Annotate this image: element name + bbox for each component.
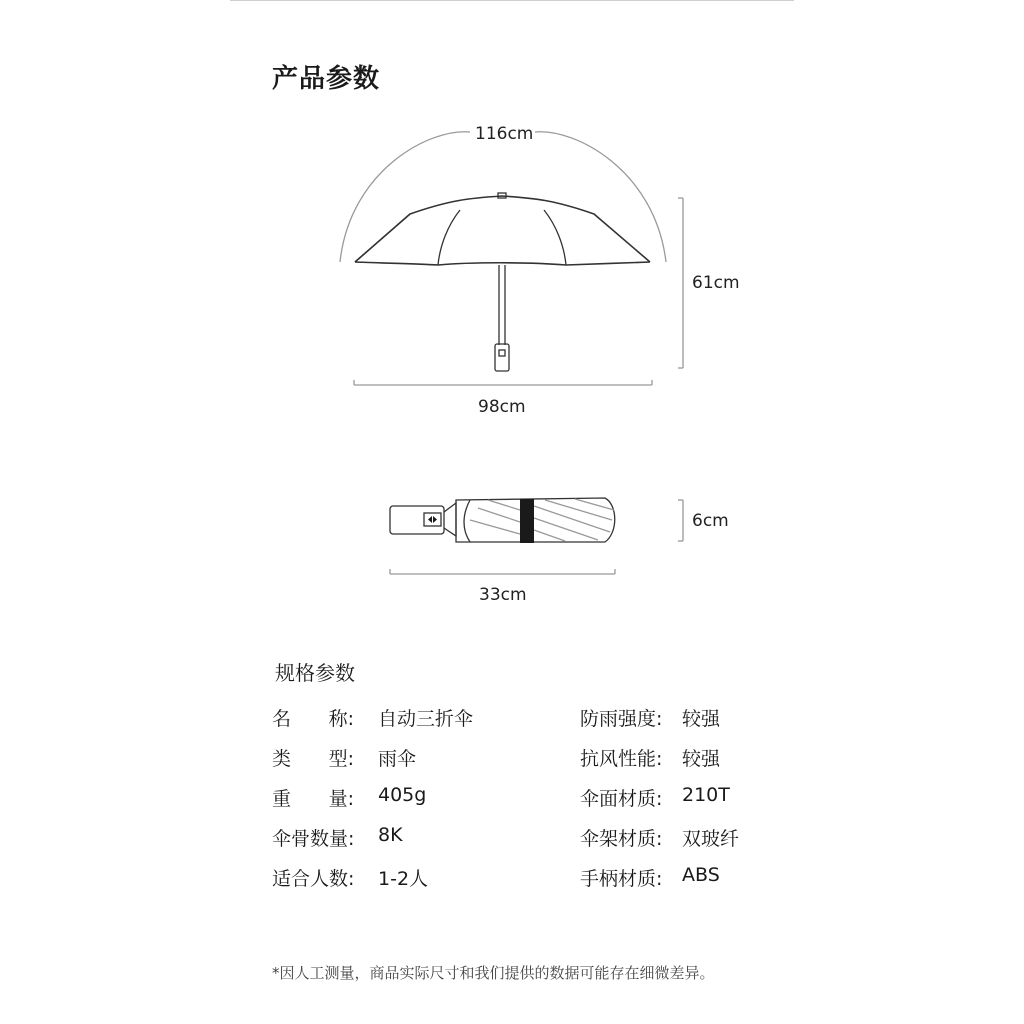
spec-value: 较强 [682,748,721,770]
spec-value: 8K [378,824,403,846]
spec-label-part: 类 [272,748,292,770]
button-arrow-icon [428,516,437,523]
spec-value: 210T [682,784,730,806]
spec-label-part: 重 [272,788,292,810]
spec-label [272,744,354,771]
spec-section-title: 规格参数 [275,661,355,685]
spec-label: 防雨强度: [580,708,663,730]
spec-label-part: 量: [328,788,354,810]
dimension-open-height: 61cm [692,273,740,293]
spec-value: ABS [682,864,720,886]
dimension-folded-length: 33cm [479,585,527,605]
spec-label: 适合人数: [272,868,355,890]
measurement-footnote: *因人工测量，商品实际尺寸和我们提供的数据可能存在细微差异。 [272,964,715,982]
spec-label-part: 型: [328,748,354,770]
spec-value: 雨伞 [378,748,417,770]
spec-label: 伞面材质: [580,788,663,810]
strap-band [520,499,534,543]
spec-label: 伞架材质: [580,828,663,850]
spec-value: 较强 [682,708,721,730]
dimension-arc: 116cm [475,124,534,144]
spec-label [272,704,354,731]
spec-label: 抗风性能: [580,748,663,770]
spec-label: 伞骨数量: [272,828,355,850]
spec-value: 1-2人 [378,868,429,890]
spec-label-part: 名 [272,708,292,730]
spec-value: 自动三折伞 [378,708,474,730]
page-title: 产品参数 [272,64,381,94]
dimension-open-width: 98cm [478,397,526,417]
dimension-folded-height: 6cm [692,511,729,531]
spec-label: 手柄材质: [580,868,663,890]
spec-value: 405g [378,784,427,806]
spec-label-part: 称: [328,708,354,730]
spec-label [272,784,354,811]
spec-value: 双玻纤 [682,828,740,850]
